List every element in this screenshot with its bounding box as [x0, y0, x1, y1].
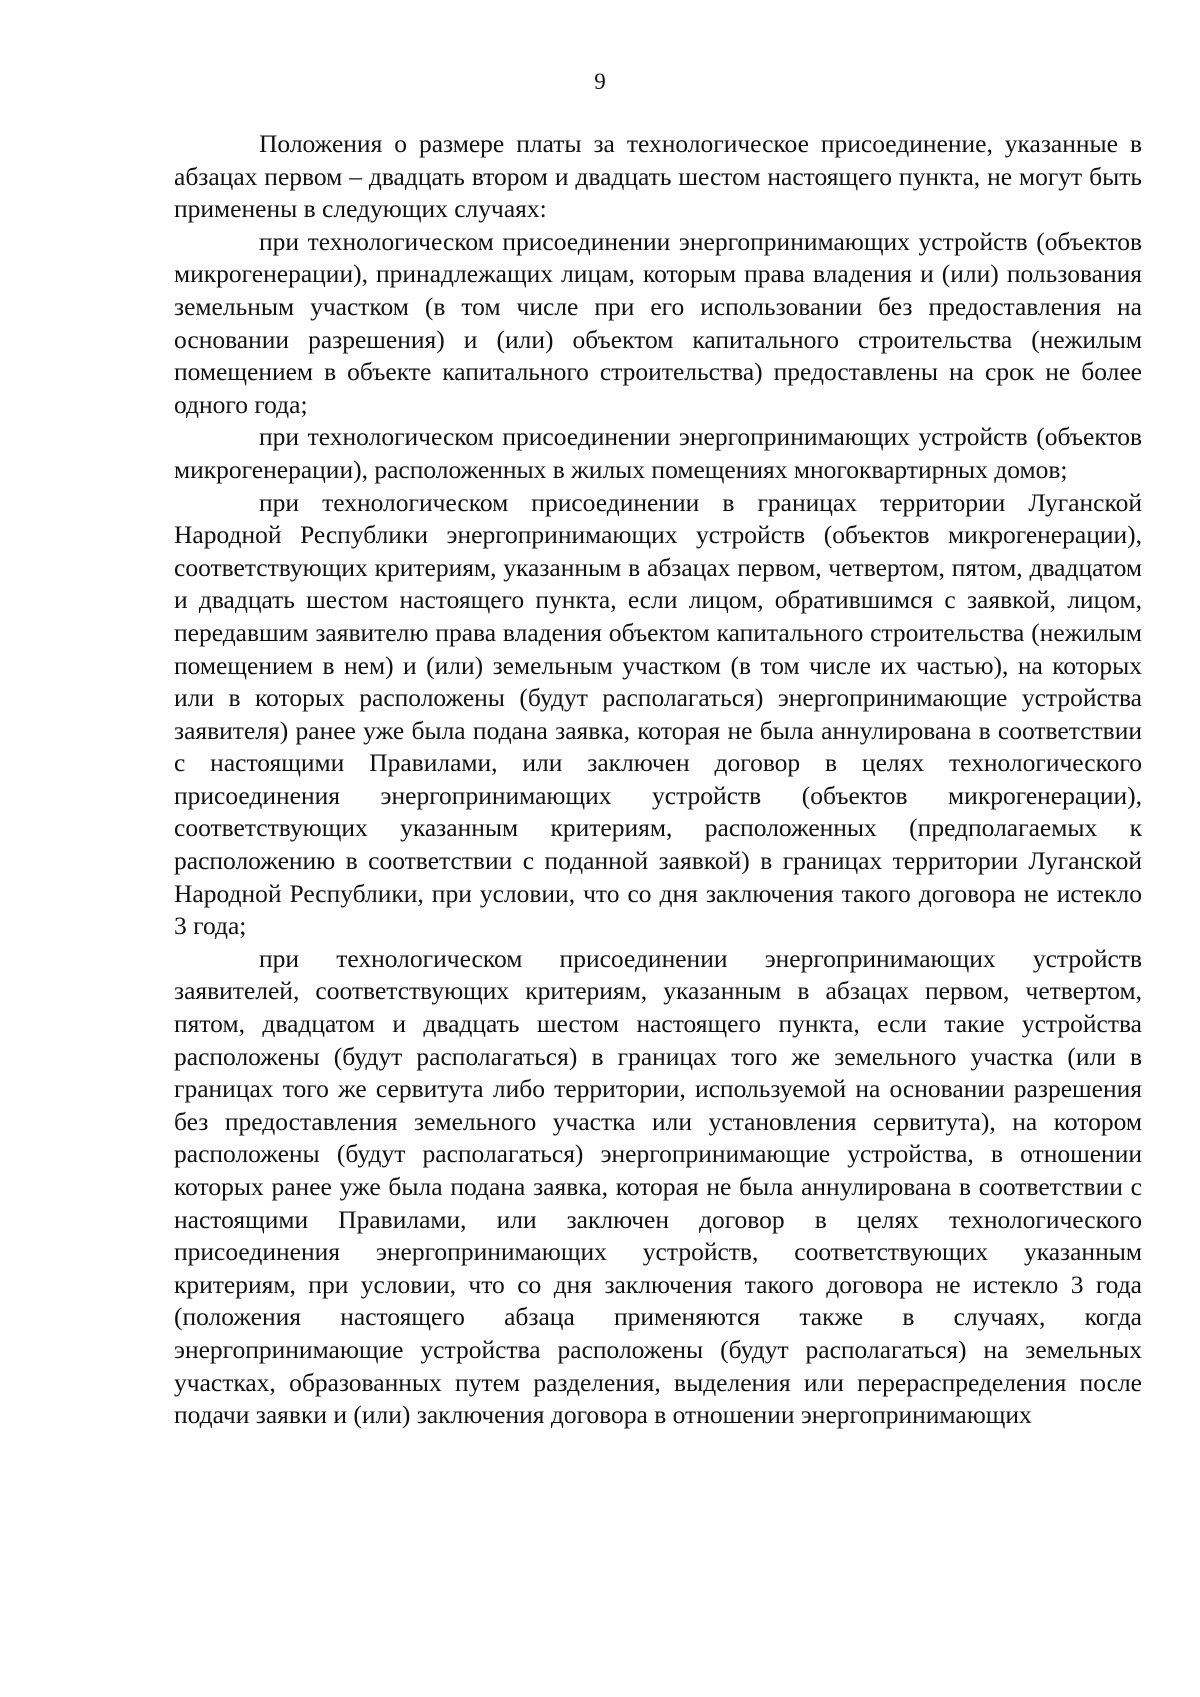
- paragraph: при технологическом присоединении в границах территории Луганской Народной Республики энергопринимающих устройств (объектов микрогенерации), соответствующих критериям, указанным в абзацах первом, четвертом, пятом, двадцатом и двадцать шестом настоящего пункта, если лицом, обратившимся с заявкой, лицом, передавшим заявителю права владения объектом капитального строительства (нежилым помещением в нем) и (или) земельным участком (в том числе их частью), на которых или в которых расположены (будут располагаться) энергопринимающие устройства заявителя) ранее уже была подана заявка, которая не была аннулирована в соответствии с настоящими Правилами, или заключен договор в целях технологического присоединения энергопринимающих устройств (объектов микрогенерации), соответствующих указанным критериям, расположенных (предполагаемых к расположению в соответствии с поданной заявкой) в границах территории Луганской Народной Республики, при условии, что со дня заключения такого договора не истекло 3 года;: [174, 487, 1142, 941]
- paragraph: при технологическом присоединении энергопринимающих устройств заявителей, соответствующих критериям, указанным в абзацах первом, четвертом, пятом, двадцатом и двадцать шестом настоящего пункта, если такие устройства расположены (будут располагаться) в границах того же земельного участка (или в границах того же сервитута либо территории, используемой на основании разрешения без предоставления земельного участка или установления сервитута), на котором расположены (будут располагаться) энергопринимающие устройства, в отношении которых ранее уже была подана заявка, которая не была аннулирована в соответствии с настоящими Правилами, или заключен договор в целях технологического присоединения энергопринимающих устройств, соответствующих указанным критериям, при условии, что со дня заключения такого договора не истекло 3 года (положения настоящего абзаца применяются также в случаях, когда энергопринимающие устройства расположены (будут располагаться) на земельных участках, образованных путем разделения, выделения или перераспределения после подачи заявки и (или) заключения договора в отношении энергопринимающих: [174, 943, 1142, 1430]
- document-body: [174, 128, 1142, 1432]
- paragraph: при технологическом присоединении энергопринимающих устройств (объектов микрогенерации), расположенных в жилых помещениях многоквартирных домов;: [174, 422, 1142, 484]
- paragraph: при технологическом присоединении энергопринимающих устройств (объектов микрогенерации), принадлежащих лицам, которым права владения и (или) пользования земельным участком (в том числе при его использовании без предоставления на основании разрешения) и (или) объектом капитального строительства (нежилым помещением в объекте капитального строительства) предоставлены на срок не более одного года;: [174, 226, 1142, 419]
- paragraph: Положения о размере платы за технологическое присоединение, указанные в абзацах первом – двадцать втором и двадцать шестом настоящего пункта, не могут быть применены в следующих случаях:: [174, 129, 1142, 224]
- page-number: 9: [594, 69, 606, 94]
